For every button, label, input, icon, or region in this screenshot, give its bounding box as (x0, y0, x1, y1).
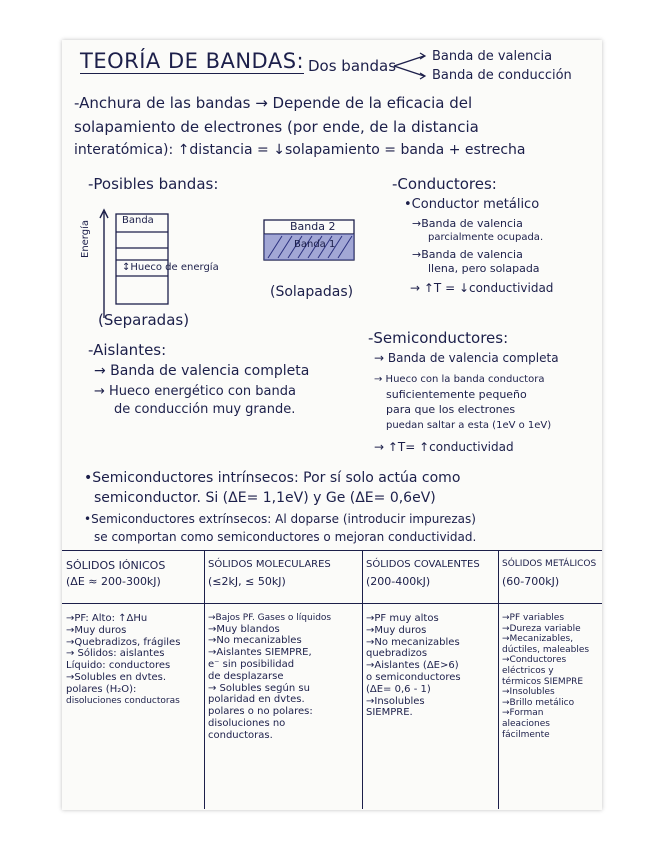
list-item: o semiconductores (366, 671, 461, 683)
note-extrinsecos-1: •Semiconductores extrínsecos: Al doparse (introducir impurezas) (84, 512, 476, 526)
list-item: e⁻ sin posibilidad (208, 659, 295, 670)
conductor-metalico: •Conductor metálico (404, 197, 540, 212)
intro-line-1: -Anchura de las bandas → Depende de la eficacia del (74, 94, 473, 112)
list-item: polares (H₂O): (66, 683, 137, 695)
note-intrinsecos-2: semiconductor. Si (ΔE= 1,1eV) y Ge (ΔE= 0,6eV) (94, 490, 436, 506)
aislantes-item-1: → Banda de valencia completa (94, 363, 310, 379)
bands-heading: -Posibles bandas: (88, 175, 219, 193)
intro-line-3: interatómica): ↑distancia = ↓solapamiento = banda + estrecha (74, 142, 526, 158)
list-item: →Insolubles (502, 687, 555, 698)
column-header: SÓLIDOS METÁLICOS (502, 559, 597, 569)
title-branch-valencia: Banda de valencia (432, 49, 553, 64)
note-extrinsecos-2: se comportan como semiconductores o mejoran conductividad. (94, 530, 477, 544)
semiconductores-item-2c: para que los electrones (386, 403, 516, 416)
list-item: →Muy blandos (208, 623, 280, 635)
intro-line-2: solapamiento de electrones (por ende, de la distancia (74, 118, 479, 136)
list-item: térmicos SIEMPRE (502, 676, 584, 687)
column-header: SÓLIDOS IÓNICOS (66, 559, 166, 572)
conductores-item-2b: llena, pero solapada (428, 262, 540, 275)
list-item: Líquido: conductores (66, 660, 171, 672)
list-item: dúctiles, maleables (502, 644, 590, 655)
list-item: →PF variables (502, 613, 565, 623)
list-item: →Solubles en dvtes. (66, 671, 167, 683)
column-covalentes (362, 551, 499, 809)
list-item: → Sólidos: aislantes (66, 648, 165, 660)
list-item: disoluciones no (208, 717, 286, 729)
list-item: →PF muy altos (366, 613, 439, 624)
conductores-heading: -Conductores: (392, 175, 497, 193)
list-item: →Dureza variable (502, 623, 581, 634)
list-item: disoluciones conductoras (66, 695, 180, 706)
list-item: →No mecanizables (366, 636, 460, 648)
band-label: Banda (122, 215, 154, 226)
list-item: →Insolubles (366, 695, 425, 707)
separated-caption: (Separadas) (98, 311, 190, 329)
title-sub: Dos bandas (308, 57, 397, 75)
column-metalicos (498, 551, 602, 809)
semiconductores-item-2b: suficientemente pequeño (386, 388, 527, 401)
column-subheader: (200-400kJ) (366, 575, 431, 588)
page-title: TEORÍA DE BANDAS: (80, 49, 305, 73)
semiconductores-heading: -Semiconductores: (368, 329, 509, 347)
band-1-label: Banda 1 (294, 239, 336, 250)
aislantes-heading: -Aislantes: (88, 341, 167, 359)
list-item: (ΔE= 0,6 - 1) (366, 683, 431, 695)
column-subheader: (ΔE ≈ 200-300kJ) (66, 575, 161, 588)
conductores-item-3: → ↑T = ↓conductividad (410, 281, 554, 295)
list-item: → Solubles según su (208, 682, 310, 694)
branch-arrows-icon (390, 50, 430, 80)
list-item: →Quebradizos, frágiles (66, 636, 181, 648)
list-item: →Conductores (502, 655, 567, 666)
energy-gap-label: ↕Hueco de energía (122, 262, 219, 273)
conductores-item-1a: →Banda de valencia (412, 217, 523, 230)
list-item: →PF: Alto: ↑ΔHu (66, 613, 148, 624)
list-item: eléctricos y (502, 666, 554, 677)
semiconductores-item-2a: → Hueco con la banda conductora (374, 374, 545, 385)
list-item: polares o no polares: (208, 706, 313, 718)
list-item: →No mecanizables (208, 635, 302, 647)
column-items (66, 613, 202, 706)
conductores-item-1b: parcialmente ocupada. (428, 232, 544, 243)
overlapped-caption: (Solapadas) (270, 284, 354, 300)
list-item: →Forman (502, 708, 544, 719)
aislantes-item-2a: → Hueco energético con banda (94, 384, 296, 399)
list-item: →Muy duros (366, 624, 427, 636)
note-intrinsecos-1: •Semiconductores intrínsecos: Por sí solo actúa como (84, 470, 461, 486)
list-item: →Brillo metálico (502, 697, 575, 708)
column-items (502, 613, 600, 740)
column-subheader: (60-700kJ) (502, 575, 560, 588)
semiconductores-item-1: → Banda de valencia completa (374, 351, 559, 365)
band-2-label: Banda 2 (290, 220, 336, 233)
list-item: conductoras. (208, 729, 273, 741)
list-item: SIEMPRE. (366, 707, 413, 719)
column-items (208, 613, 360, 742)
semiconductores-item-2d: puedan saltar a esta (1eV o 1eV) (386, 420, 552, 431)
list-item: →Aislantes (ΔE>6) (366, 660, 459, 672)
column-header: SÓLIDOS MOLECULARES (208, 559, 331, 570)
list-item: →Bajos PF. Gases o líquidos (208, 613, 332, 623)
list-item: →Mecanizables, (502, 634, 574, 645)
column-ionicos (62, 551, 205, 809)
list-item: quebradizos (366, 648, 428, 660)
semiconductores-item-3: → ↑T= ↑conductividad (374, 440, 514, 454)
energy-axis-label: Energía (80, 220, 91, 258)
title-branch-conduccion: Banda de conducción (432, 68, 572, 83)
notebook-page (62, 40, 602, 810)
conductores-item-2a: →Banda de valencia (412, 248, 523, 261)
list-item: →Muy duros (66, 624, 127, 636)
solids-table (62, 550, 602, 811)
column-header: SÓLIDOS COVALENTES (366, 559, 480, 570)
list-item: fácilmente (502, 729, 550, 740)
list-item: de desplazarse (208, 670, 284, 682)
column-subheader: (≤2kJ, ≤ 50kJ) (208, 575, 286, 588)
list-item: →Aislantes SIEMPRE, (208, 647, 312, 659)
aislantes-item-2b: de conducción muy grande. (114, 402, 296, 417)
column-items (366, 613, 496, 719)
list-item: polaridad en dvtes. (208, 694, 305, 706)
column-moleculares (204, 551, 363, 809)
list-item: aleaciones (502, 719, 550, 730)
